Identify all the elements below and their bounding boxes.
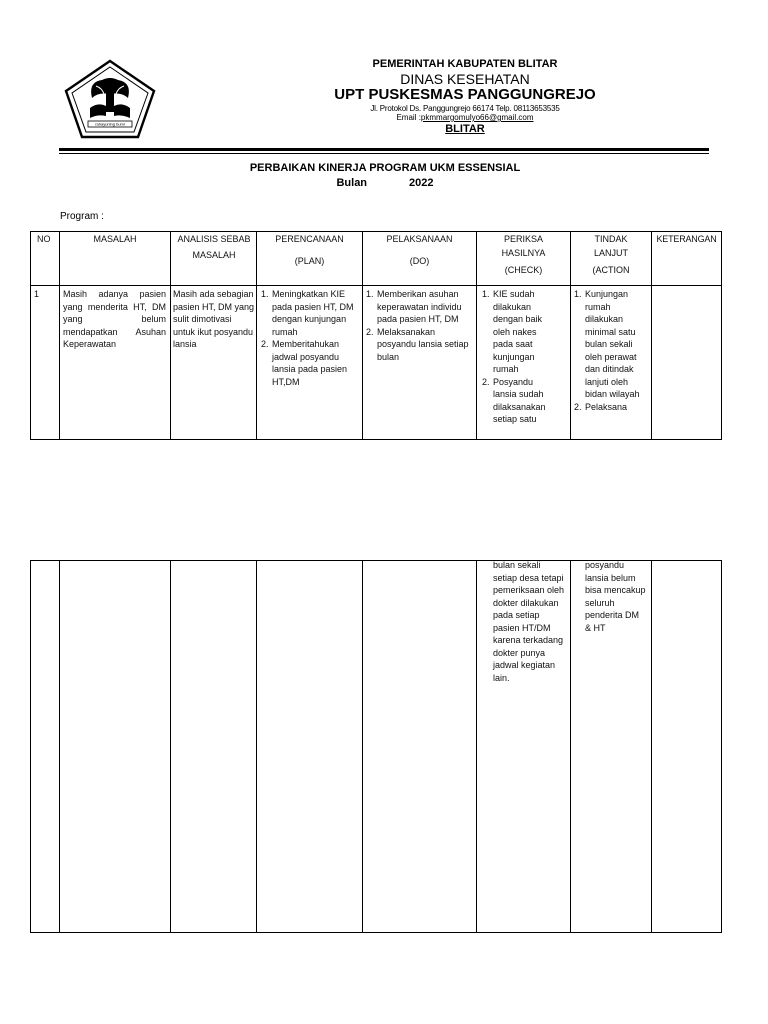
- header-rule-thin: [59, 153, 709, 154]
- agency-name: DINAS KESEHATAN: [400, 71, 530, 87]
- list-item: 1. Kunjungan rumah dilakukan minimal satu bulan sekali oleh perawat dan ditindak lanjuti oleh bidan wilayah: [574, 289, 640, 399]
- header-perencanaan-line1: PERENCANAAN: [275, 234, 344, 244]
- table-border: [170, 232, 171, 439]
- row1-plan-list: [261, 288, 361, 388]
- list-item: 2. Posyandu lansia sudah dilaksanakan setiap satu: [482, 376, 546, 424]
- header-tindak-line3: (ACTION: [592, 265, 630, 275]
- list-item: 2. Pelaksana: [574, 401, 628, 412]
- government-name: PEMERINTAH KABUPATEN BLITAR: [372, 58, 558, 70]
- header-analisis-line2: MASALAH: [192, 249, 236, 260]
- table-border: [570, 561, 571, 932]
- header-rule-thick: [59, 148, 709, 151]
- table-border: [59, 561, 60, 932]
- row1-check-continued: bulan sekali setiap desa tetapi pemeriksaan oleh dokter dilakukan pada setiap pasien HT/DM karena terkadang dokter punya jadwal kegiatan lain.: [493, 560, 565, 683]
- header-masalah: MASALAH: [93, 234, 137, 244]
- document-period: [140, 177, 630, 189]
- table-border: [362, 561, 363, 932]
- table-border: [256, 561, 257, 932]
- table-border: [30, 561, 31, 932]
- logo-caption: rahayuning bumi: [95, 121, 125, 127]
- table-border: [170, 561, 171, 932]
- header-tindak-line2: LANJUT: [593, 247, 628, 258]
- row1-masalah: Masih adanya pasien yang menderita HT, DM yang belum mendapatkan Asuhan Keperawatan: [63, 289, 166, 349]
- institution-name: UPT PUSKESMAS PANGGUNGREJO: [334, 86, 596, 103]
- row1-check-list: [482, 288, 568, 426]
- header-pelaksanaan-line1: PELAKSANAAN: [386, 234, 453, 244]
- row1-no: 1: [34, 289, 40, 299]
- header-tindak-line1: TINDAK: [594, 234, 628, 244]
- city-name: BLITAR: [445, 123, 485, 135]
- ukm-table: [30, 231, 722, 440]
- email-address: pkmmargomulyo66@gmail.com: [420, 113, 534, 122]
- row1-analisis: Masih ada sebagian pasien HT, DM yang sulit dimotivasi untuk ikut posyandu lansia: [173, 289, 255, 349]
- document-title: PERBAIKAN KINERJA PROGRAM UKM ESSENSIAL: [249, 162, 521, 174]
- header-tindak: [571, 233, 651, 277]
- email-line: [260, 113, 670, 122]
- header-analisis: [171, 233, 257, 261]
- year-value: 2022: [409, 177, 434, 189]
- header-row-divider: [30, 285, 722, 286]
- header-pelaksanaan: [363, 233, 476, 267]
- list-item: 1. Meningkatkan KIE pada pasien HT, DM dengan kunjungan rumah: [261, 289, 354, 337]
- address-line: Jl. Protokol Ds. Panggungrejo 66174 Telp. 08113653535: [370, 104, 560, 113]
- emblem-figure-icon: [90, 78, 130, 118]
- list-item: 1. KIE sudah dilakukan dengan baik oleh nakes pada saat kunjungan rumah: [482, 289, 543, 374]
- month-label: Bulan: [336, 177, 368, 189]
- header-keterangan: KETERANGAN: [656, 234, 717, 244]
- header-periksa-line3: (CHECK): [504, 265, 543, 275]
- header-periksa: [477, 233, 570, 277]
- header-periksa-line2: HASILNYA: [501, 247, 546, 258]
- header-analisis-line1: ANALISIS SEBAB: [177, 234, 251, 244]
- row1-do-list: [366, 288, 474, 363]
- header-periksa-line1: PERIKSA: [503, 234, 543, 244]
- email-label: Email :: [396, 113, 421, 122]
- row1-action-continued: posyandu lansia belum bisa mencakup seluruh penderita DM & HT: [585, 560, 646, 633]
- table-border: [59, 232, 60, 439]
- table-border: [476, 561, 477, 932]
- table-border: [651, 232, 652, 439]
- ukm-table-continued: [30, 560, 722, 933]
- table-border: [721, 561, 722, 932]
- header-no: NO: [37, 234, 51, 244]
- list-item: 2. Melaksanakan posyandu lansia setiap bulan: [366, 326, 469, 362]
- list-item: 2. Memberitahukan jadwal posyandu lansia pada pasien HT,DM: [261, 339, 348, 387]
- header-perencanaan: [257, 233, 362, 267]
- table-border: [721, 232, 722, 439]
- list-item: 1. Memberikan asuhan keperawatan individu pada pasien HT, DM: [366, 289, 462, 324]
- district-emblem-logo: [62, 58, 158, 140]
- program-label: Program :: [60, 211, 104, 222]
- header-perencanaan-line2: (PLAN): [294, 255, 325, 266]
- header-pelaksanaan-line2: (DO): [409, 255, 430, 266]
- table-border: [651, 561, 652, 932]
- table-border: [30, 232, 31, 439]
- row1-action-list: [574, 288, 650, 413]
